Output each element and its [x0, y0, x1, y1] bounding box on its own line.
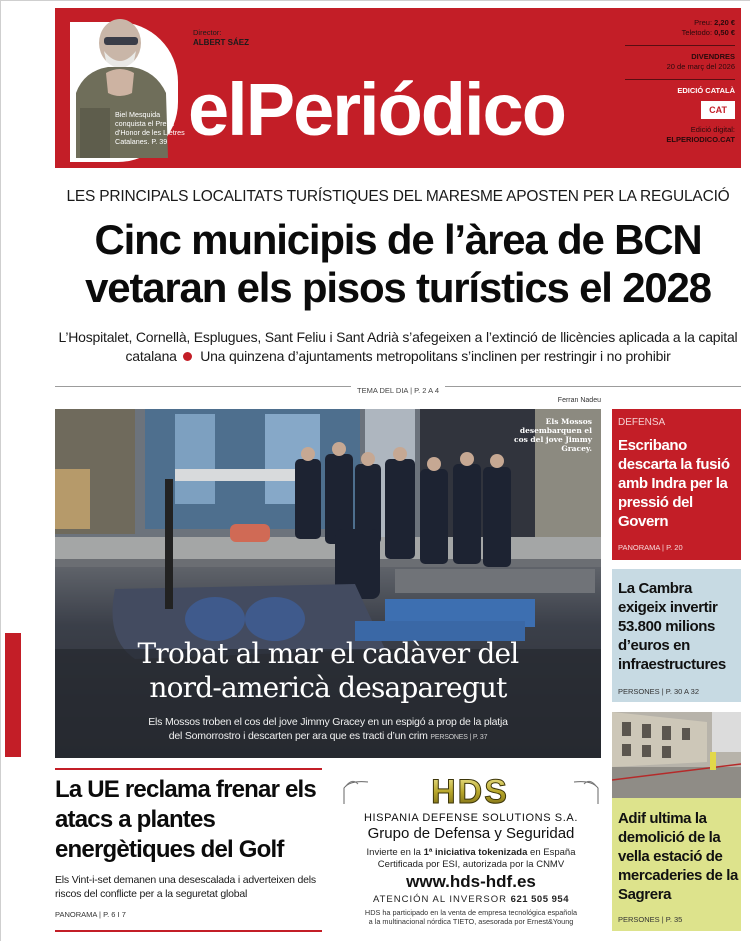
page-edge-marker: [5, 633, 21, 757]
director-label: Director:: [193, 28, 222, 37]
subhead-part: L’Hospitalet, Cornellà, Esplugues, Sant Feliu i Sant Adrià s’afegeixen a l’extinció de llicències aplicada a la capital catalana: [58, 329, 738, 364]
lead-kicker: LES PRINCIPALS LOCALITATS TURÍSTIQUES DEL MARESME APOSTEN PER LA REGULACIÓ: [66, 188, 730, 205]
photo-story-deck: Els Mossos troben el cos del jove Jimmy Gracey en un espigó a prop de la platja del Somorrostro i descarten per ara que es tracti d’un crim PERSONES | P. 37: [148, 716, 508, 742]
teaser-title: Adif ultima la demolició de la vella estació de mercaderies de la Sagrera: [618, 810, 738, 903]
price-label: Preu:: [694, 18, 713, 27]
price-value: 2,20 €: [714, 18, 735, 27]
ad-line: Invierte en la 1ª iniciativa tokenizada en España: [366, 847, 576, 858]
teaser-cambra[interactable]: [612, 569, 741, 702]
ad-contact: ATENCIÓN AL INVERSOR 621 505 954: [372, 894, 569, 905]
subhead-part: Una quinzena d’ajuntaments metropolitans s’inclinen per restringir i no prohibir: [200, 348, 671, 364]
lead-subhead: [55, 328, 741, 366]
bullet-icon: [183, 352, 192, 361]
photo-story-title[interactable]: Trobat al mar el cadàver del nord-americà desaparegut: [137, 637, 519, 704]
page-ref: PANORAMA | P. 6 I 7: [55, 910, 126, 919]
divider: [625, 45, 735, 46]
ad-url-link[interactable]: www.hds-hdf.es: [406, 872, 536, 891]
digital-site-link[interactable]: ELPERIODICO.CAT: [666, 135, 735, 144]
ad-phone[interactable]: 621 505 954: [510, 894, 569, 905]
page-ref: PERSONES | P. 30 A 32: [618, 687, 700, 696]
portrait-caption[interactable]: Biel Mesquida conquista el Premi d'Honor de les Lletres Catalanes. P. 39: [115, 110, 185, 146]
photo-credit: Ferran Nadeu: [557, 397, 601, 404]
divider: [55, 768, 322, 770]
page-ref: PANORAMA | P. 20: [618, 543, 683, 552]
photo-caption: Els Mossos desembarquen el cos del jove Jimmy Gracey.: [514, 417, 592, 453]
eu-story-deck: Els Vint-i-set demanen una desescalada i adverteixen dels riscos del conflicte per a la seguretat global: [55, 874, 316, 900]
divider: [55, 930, 322, 932]
masthead-info: [625, 18, 735, 145]
ad-fine-print: a la multinacional nórdica TIETO, asesorada por Ernest&Young: [368, 917, 574, 926]
boat-scene-image: [55, 409, 601, 758]
ad-line: Certificada por ESI, autorizada por la CNMV: [377, 859, 565, 870]
section-ref: TEMA DEL DIA | P. 2 A 4: [0, 380, 750, 398]
station-photo: [612, 712, 741, 798]
teaser-adif[interactable]: [612, 712, 741, 931]
section-tag: DEFENSA: [618, 417, 666, 428]
tabloid-value: 0,50 €: [714, 28, 735, 37]
ad-tagline: Grupo de Defensa y Seguridad: [367, 825, 575, 842]
newspaper-logo[interactable]: elPeriódico: [188, 68, 565, 151]
page-ref: PERSONES | P. 35: [618, 915, 683, 924]
weekday: DIVENDRES: [691, 52, 735, 61]
digital-label: Edició digital:: [690, 125, 735, 134]
page-border: [0, 0, 750, 1]
edition-label: EDICIÓ CATALÀ: [677, 86, 735, 95]
lead-headline[interactable]: [45, 216, 750, 312]
teaser-title: La Cambra exigeix invertir 53.800 milions d’euros en infraestructures: [618, 580, 726, 673]
edition-badge[interactable]: CAT: [701, 101, 735, 119]
lead-photo[interactable]: [55, 409, 601, 758]
page-border: [0, 0, 1, 941]
director-name: ALBERT SÁEZ: [193, 38, 249, 47]
hds-logo: [400, 774, 540, 808]
headline-line: Cinc municipis de l’àrea de BCN: [94, 216, 702, 263]
issue-date: 20 de març del 2026: [666, 62, 735, 71]
headline-line: vetaran els pisos turístics el 2028: [85, 264, 711, 311]
ornament-icon: [542, 776, 602, 806]
ornament-icon: [340, 776, 400, 806]
ad-company: HISPANIA DEFENSE SOLUTIONS S.A.: [363, 812, 578, 824]
eu-story-title[interactable]: La UE reclama frenar els atacs a plantes energètiques del Golf: [55, 776, 316, 863]
teaser-title: Escribano descarta la fusió amb Indra per la pressió del Govern: [618, 437, 730, 530]
teaser-defensa[interactable]: [612, 409, 741, 560]
divider: [625, 79, 735, 80]
page-ref[interactable]: PERSONES | P. 37: [430, 734, 488, 741]
svg-text:HDS: HDS: [431, 774, 509, 808]
tabloid-label: Teletodo:: [681, 28, 713, 37]
ad-fine-print: HDS ha participado en la venta de empresa tecnológica española: [364, 908, 578, 917]
hds-advertisement[interactable]: [340, 770, 602, 932]
masthead: [55, 8, 741, 168]
